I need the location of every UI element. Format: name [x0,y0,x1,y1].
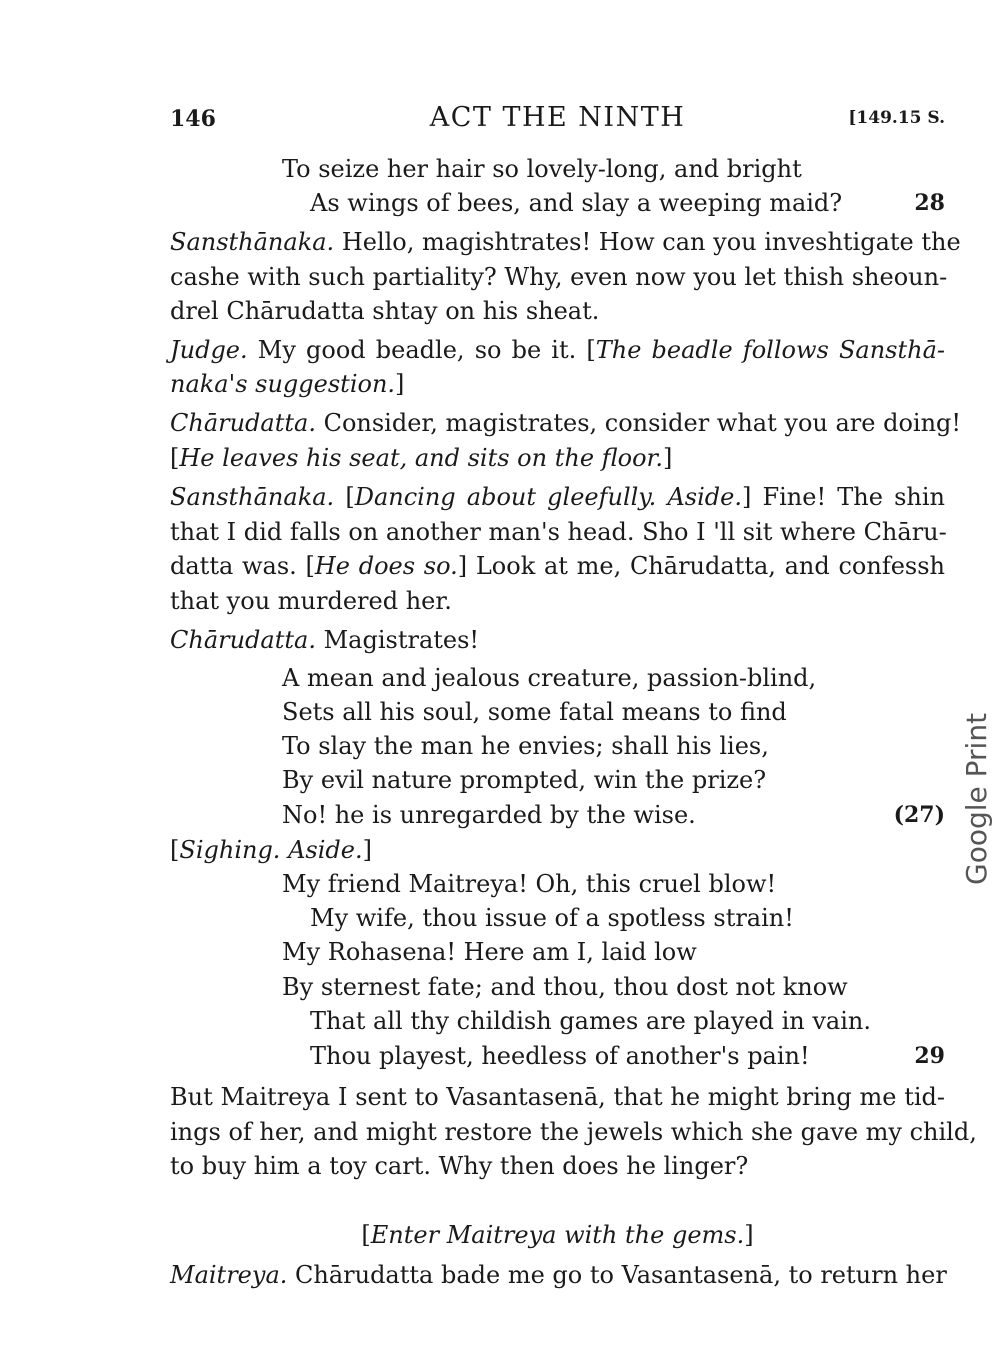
page-header [170,102,945,138]
speech-line: that you murdered her. [170,587,452,615]
verse-line: No! he is unregarded by the wise. (27) [282,798,945,832]
verse-line: By evil nature prompted, win the prize? [282,766,767,794]
speaker-name: Sansthānaka. [170,483,335,511]
verse-line: A mean and jealous creature, passion-blind, [282,664,817,692]
verse-line: That all thy childish games are played in vain. [310,1007,871,1035]
verse-line: To slay the man he envies; shall his lies, [282,732,769,760]
speech-line: drel Chārudatta shtay on his sheat. [170,297,600,325]
verse-line: My Rohasena! Here am I, laid low [282,938,697,966]
speech-line: But Maitreya I sent to Vasantasenā, that he might bring me tid- [170,1083,945,1111]
speech-line: that I did falls on another man's head. Sho I 'll sit where Chāru- [170,518,947,546]
stage-direction: [Sighing. Aside.] [170,836,372,864]
speech-line: ings of her, and might restore the jewels which she gave my child, [170,1118,977,1146]
verse-line: To seize her hair so lovely-long, and bright [282,155,802,183]
running-title: ACT THE NINTH [429,102,686,133]
speech-line: Chārudatta. Consider, magistrates, consider what you are doing! [170,409,962,437]
speaker-name: Judge. [170,336,248,364]
verse-number: 28 [914,190,945,216]
verse-line: Thou playest, heedless of another's pain! 29 [310,1039,945,1073]
page-number: 146 [170,106,216,132]
verse-line: My friend Maitreya! Oh, this cruel blow! [282,870,777,898]
verse-line: By sternest fate; and thou, thou dost not know [282,973,848,1001]
speaker-name: Sansthānaka. [170,228,335,256]
speaker-name: Maitreya. [170,1261,288,1289]
speaker-name: Chārudatta. [170,626,316,654]
speech-line: Sansthānaka. Hello, magishtrates! How can you inveshtigate the [170,228,961,256]
speech-line: Maitreya. Chārudatta bade me go to Vasantasenā, to return her [170,1261,947,1289]
speech-line: datta was. [He does so.] Look at me, Chārudatta, and confessh [170,552,945,580]
verse-line: My wife, thou issue of a spotless strain! [310,904,794,932]
speech-line: to buy him a toy cart. Why then does he linger? [170,1152,749,1180]
stage-direction: [He leaves his seat, and sits on the floor.] [170,444,673,472]
speech-line: cashe with such partiality? Why, even now you let thish sheoun- [170,263,948,291]
verse-number: 29 [914,1043,945,1069]
verse-number: (27) [893,802,945,828]
speech-line: Judge. My good beadle, so be it. [The beadle follows Sansthā- [170,336,945,364]
stage-direction: naka's suggestion.] [170,370,405,398]
verse-line: As wings of bees, and slay a weeping maid? 28 [310,186,945,220]
google-print-watermark: Google Print [960,712,993,885]
page-reference: [149.15 S. [848,108,945,128]
speech-line: Chārudatta. Magistrates! [170,626,480,654]
speech-line: Sansthānaka. [Dancing about gleefully. Aside.] Fine! The shin [170,483,945,511]
speaker-name: Chārudatta. [170,409,316,437]
stage-direction: [Enter Maitreya with the gems.] [361,1221,754,1249]
verse-line: Sets all his soul, some fatal means to find [282,698,787,726]
